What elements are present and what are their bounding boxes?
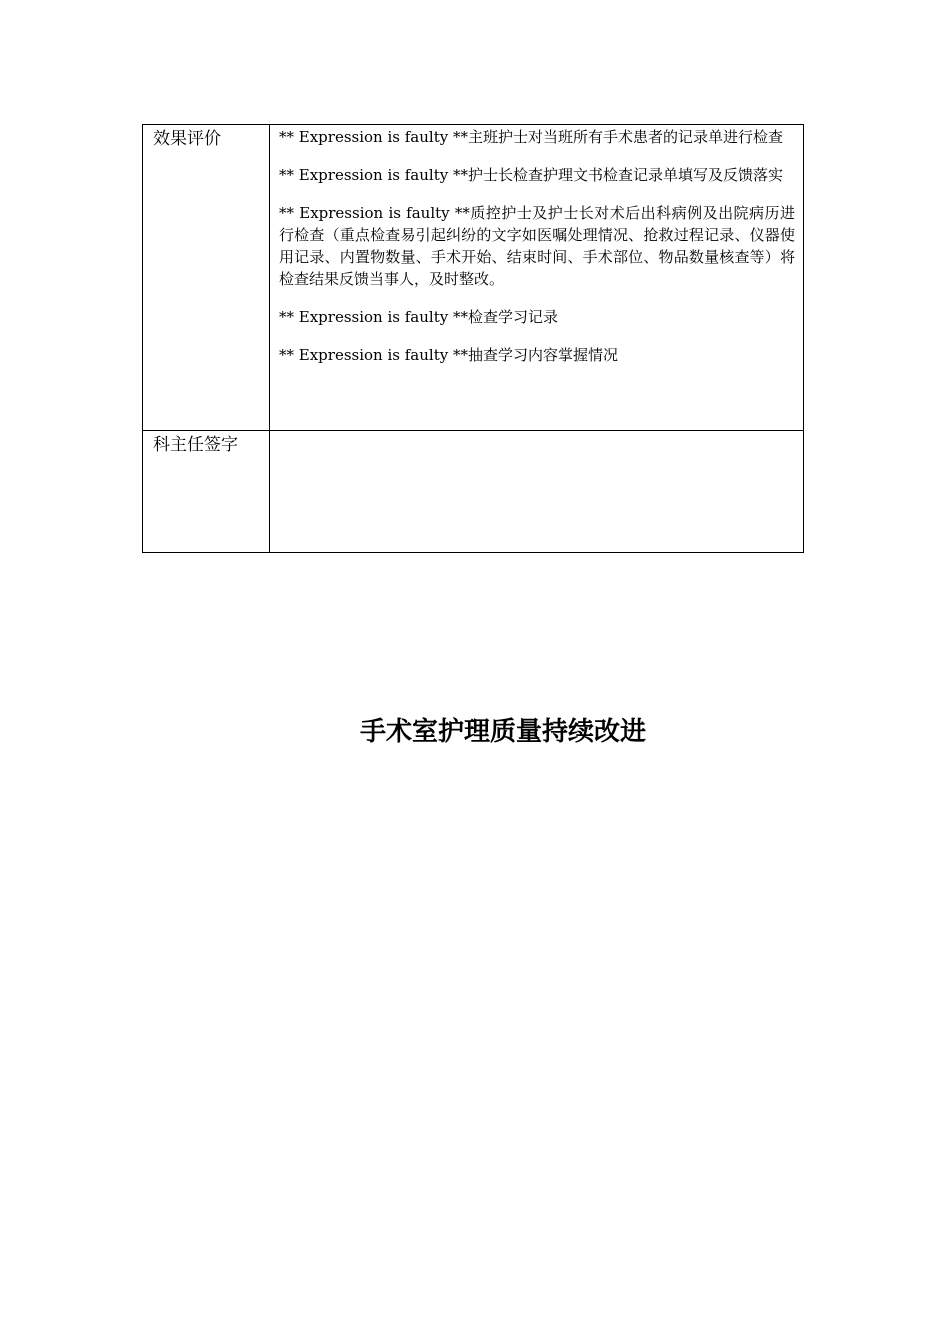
evaluation-item: ** Expression is faulty **护士长检查护理文书检查记录单填写及反馈落实: [279, 166, 783, 184]
effect-evaluation-content: [270, 125, 804, 431]
effect-evaluation-label: 效果评价: [143, 125, 270, 431]
evaluation-item: ** Expression is faulty **主班护士对当班所有手术患者的记录单进行检查: [279, 128, 783, 146]
director-signature-label: 科主任签字: [143, 431, 270, 553]
evaluation-item: ** Expression is faulty **抽查学习内容掌握情况: [279, 346, 618, 364]
evaluation-item: ** Expression is faulty **检查学习记录: [279, 308, 558, 326]
table-row-evaluation: [143, 125, 804, 431]
page-title: 手术室护理质量持续改进: [359, 717, 646, 747]
evaluation-item: ** Expression is faulty **质控护士及护士长对术后出科病例及出院病历进行检查（重点检查易引起纠纷的文字如医嘱处理情况、抢救过程记录、仪器使用记录、内置物数量、手术开始、结束时间、手术部位、物品数量核查等）将检查结果反馈当事人，及时整改。: [279, 204, 795, 288]
table-row-signature: [143, 431, 804, 553]
director-signature-field[interactable]: [270, 431, 804, 553]
evaluation-table: [142, 124, 804, 553]
